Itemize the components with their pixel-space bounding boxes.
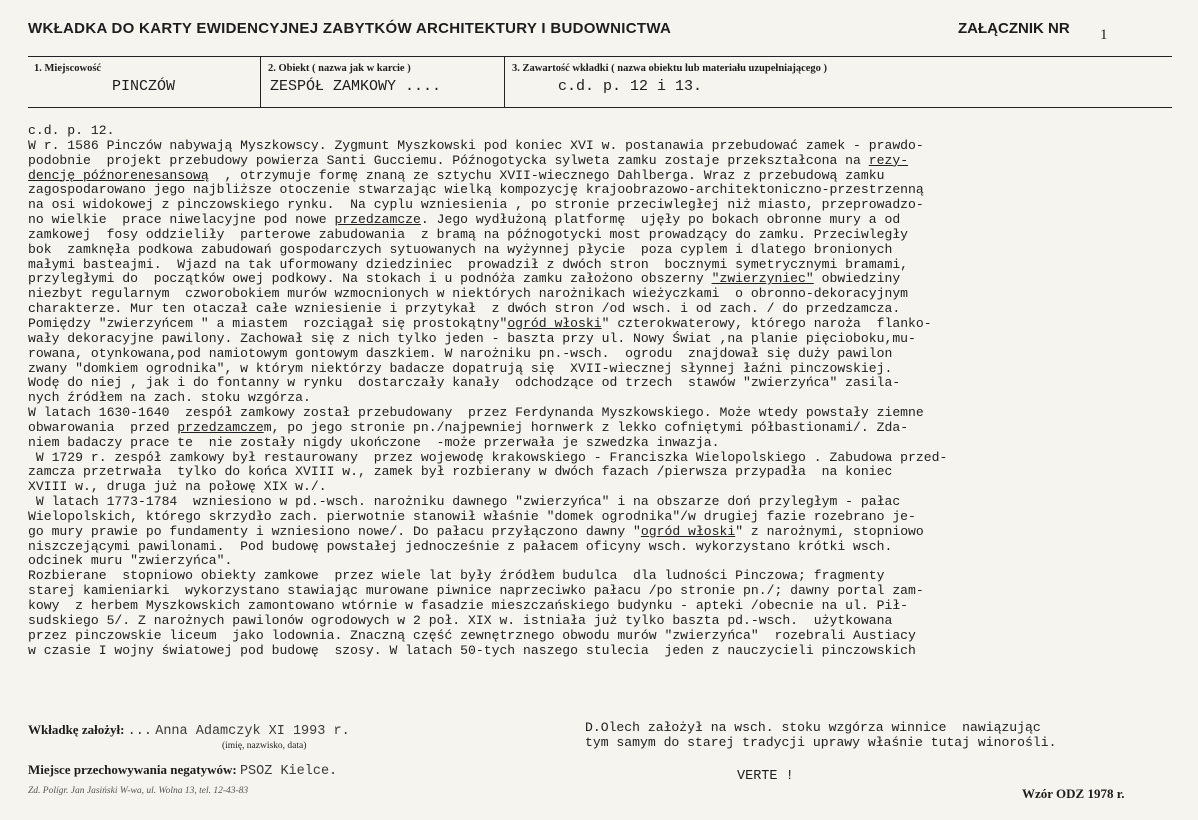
- negatives-row: [28, 762, 337, 779]
- object-label: 2. Obiekt ( nazwa jak w karcie ): [268, 63, 411, 74]
- body-line: zagospodarowano jego najbliższe otoczenie stwarzając wielką kompozycję krajoobrazowo-architektoniczno-przestrzenną: [28, 182, 924, 198]
- body-line: dencję późnorenesansową , otrzymuje formę znaną ze sztychu XVII-wiecznego Dahlberga. Wraz z przebudową zamku: [28, 167, 885, 183]
- insert-prepared-note: (imię, nazwisko, data): [222, 741, 307, 751]
- body-line: Wielopolskich, którego skrzydło zach. pierwotnie stanowił właśnie "domek ogrodnika"/w drugiej fazie rozebrano je-: [28, 508, 916, 524]
- insert-prepared-dots: ...: [127, 724, 152, 739]
- body-line: niezbyt regularnym czworobokiem murów wzmocnionych w niektórych narożnikach wieżyczkami o obronno-dekoracyjnym: [28, 286, 909, 302]
- body-line: bok zamknęła podkowa zabudowań gospodarczych sytuowanych na wyżynnej płycie poza cyplem i dlatego bronionych: [28, 241, 893, 257]
- insert-prepared-row: [28, 722, 350, 739]
- body-line: no wielkie prace niwelacyjne pod nowe przedzamcze. Jego wydłużoną platformę ujęły po bokach obronne mury a od: [28, 212, 901, 228]
- printer-note: Zd. Polígr. Jan Jasiński W-wa, ul. Wolna 13, tel. 12-43-83: [28, 786, 249, 796]
- body-line: sudskiego 5/. Z narożnych pawilonów ogrodowych w 2 poł. XIX w. istniała już tylko baszta pd.-wsch. użytkowana: [28, 612, 893, 628]
- negatives-value: PSOZ Kielce.: [239, 764, 338, 779]
- body-line: kowy z herbem Myszkowskich zamontowano wtórnie w fasadzie mieszczańskiego budynku - apteki /obecnie na ul. Pił-: [28, 598, 909, 613]
- continued-text: [585, 721, 1056, 751]
- form-title: WKŁADKA DO KARTY EWIDENCYJNEJ ZABYTKÓW ARCHITEKTURY I BUDOWNICTWA: [28, 20, 672, 37]
- body-line: W latach 1630-1640 zespół zamkowy został przebudowany przez Ferdynanda Myszkowskiego. Może wtedy powstały ziemne: [28, 405, 924, 421]
- insert-prepared-value: Anna Adamczyk XI 1993 r.: [155, 724, 350, 739]
- body-line: XVIII w., druga już na połowę XIX w./.: [28, 479, 327, 495]
- body-line: W r. 1586 Pinczów nabywają Myszkowscy. Zygmunt Myszkowski pod koniec XVI w. postanawia przebudować zamek - prawdo-: [28, 137, 924, 153]
- header-fields-row: [28, 56, 1172, 108]
- body-line: zamcza przetrwała tylko do końca XVIII w., zamek był rozbierany w dwóch fazach /pierwsza przypadła na koniec: [28, 464, 893, 480]
- body-line: w czasie I wojny światowej pod budowę szosy. W latach 50-tych naszego stulecia jeden z nauczycieli pinczowskich: [28, 642, 916, 658]
- body-line: charakterze. Mur ten otaczał całe wzniesienie i przytykał z dwóch stron /od wsch. i od zach. / do przedzamcza.: [28, 301, 901, 317]
- annex-label: ZAŁĄCZNIK NR: [958, 20, 1070, 37]
- annex-number: 1: [1100, 27, 1108, 43]
- body-line: na osi widokowej z pinczowskiego rynku. Na cyplu wzniesienia , po stronie przeciwległej niż miasto, przeprowadzo-: [28, 197, 924, 213]
- body-line: małymi basteajmi. Wjazd na tak uformowany dziedziniec prowadził z dwóch stron bocznymi symetrycznymi bramami,: [28, 256, 909, 272]
- negatives-label: Miejsce przechowywania negatywów:: [28, 762, 237, 777]
- body-line: c.d. p. 12.: [28, 123, 115, 138]
- contents-label: 3. Zawartość wkładki ( nazwa obiektu lub materiału uzupełniającego ): [512, 63, 828, 74]
- continued-line: D.Olech założył na wsch. stoku wzgórza winnice nawiązując: [585, 720, 1041, 735]
- locality-value: PINCZÓW: [112, 78, 176, 95]
- insert-prepared-label: Wkładkę założył:: [28, 722, 125, 737]
- body-line: niem badaczy prace te nie zostały nigdy ukończone -może przerwała je szwedzka inwazja.: [28, 434, 720, 450]
- body-line: Rozbierane stopniowo obiekty zamkowe przez wiele lat były źródłem budulca dla ludności Pinczowa; fragmenty: [28, 568, 885, 584]
- body-line: wały dekoracyjne pawilony. Zachował się z nich tylko jeden - baszta przy ul. Nowy Świat ,na planie pięcioboku,mu-: [28, 330, 916, 346]
- form-pattern: Wzór ODZ 1978 r.: [1022, 786, 1125, 801]
- contents-value: c.d. p. 12 i 13.: [558, 78, 703, 95]
- body-line: przez pinczowskie liceum jako lodownia. Znaczną część zewnętrznego obwodu murów "zwierzyńca" rozebrali Austiacy: [28, 627, 916, 643]
- body-line: obwarowania przed przedzamczem, po jego stronie pn./najpewniej hornwerk z lekko cofniętymi półbastionami/. Zda-: [28, 419, 909, 435]
- body-line: W latach 1773-1784 wzniesiono w pd.-wsch. narożniku dawnego "zwierzyńca" i na obszarze doń przyległym - pałac: [28, 494, 901, 510]
- body-line: Pomiędzy "zwierzyńcem " a miastem rozciągał się prostokątny"ogród włoski" czterokwaterowy, którego naroża flanko-: [28, 315, 932, 331]
- object-value: ZESPÓŁ ZAMKOWY ....: [270, 78, 442, 95]
- body-line: zamkowej fosy oddzieliły parterowe zabudowania z bramą na późnogotycki most prowadzący do zamku. Przeciwległy: [28, 226, 909, 242]
- locality-label: 1. Miejscowość: [34, 63, 102, 74]
- body-line: zwany "domkiem ogrodnika", w którym niektórzy badacze dopatrują się XVII-wiecznej słynnej łaźni pinczowskiej.: [28, 360, 893, 376]
- body-line: rowana, otynkowana,pod namiotowym gontowym daszkiem. W narożniku pn.-wsch. ogrodu znajdował się duży pawilon: [28, 345, 893, 361]
- locality-cell: [28, 57, 261, 107]
- body-text: [28, 124, 1172, 658]
- body-line: nych źródłem na zach. stoku wzgórza.: [28, 390, 311, 406]
- body-line: go mury prawie po fundamenty i wzniesiono nowe/. Do pałacu przyłączono dawny "ogród włoski" z narożnymi, stopniowo: [28, 523, 924, 539]
- body-line: przyległymi do początków owej podkowy. Na stokach i u podnóża zamku założono obszerny "zwierzyniec" obwiedziny: [28, 271, 901, 287]
- verte-note: VERTE !: [737, 769, 794, 784]
- continued-line: tym samym do starej tradycji uprawy właśnie tutaj winorośli.: [585, 734, 1057, 750]
- contents-cell: [506, 57, 1172, 107]
- object-cell: [262, 57, 505, 107]
- body-line: podobnie projekt przebudowy powierza Santi Gucciemu. Późnogotycka sylweta zamku zostaje przekształcona na rezy-: [28, 152, 909, 168]
- body-line: Wodę do niej , jak i do fontanny w rynku dostarczały kanały odchodzące od trzech stawów "zwierzyńca" zasila-: [28, 375, 901, 391]
- body-line: odcinek muru "zwierzyńca".: [28, 553, 233, 569]
- body-line: W 1729 r. zespół zamkowy był restaurowany przez wojewodę krakowskiego - Franciszka Wielopolskiego . Zabudowa przed-: [28, 449, 948, 465]
- body-line: niszczejącymi pawilonami. Pod budowę powstałej jednocześnie z pałacem oficyny wsch. wykorzystano krótki wsch.: [28, 538, 893, 554]
- body-line: starej kamieniarki wykorzystano stawiając murowane piwnice naprzeciwko pałacu /po stronie pn./; dawny portal zam-: [28, 583, 924, 599]
